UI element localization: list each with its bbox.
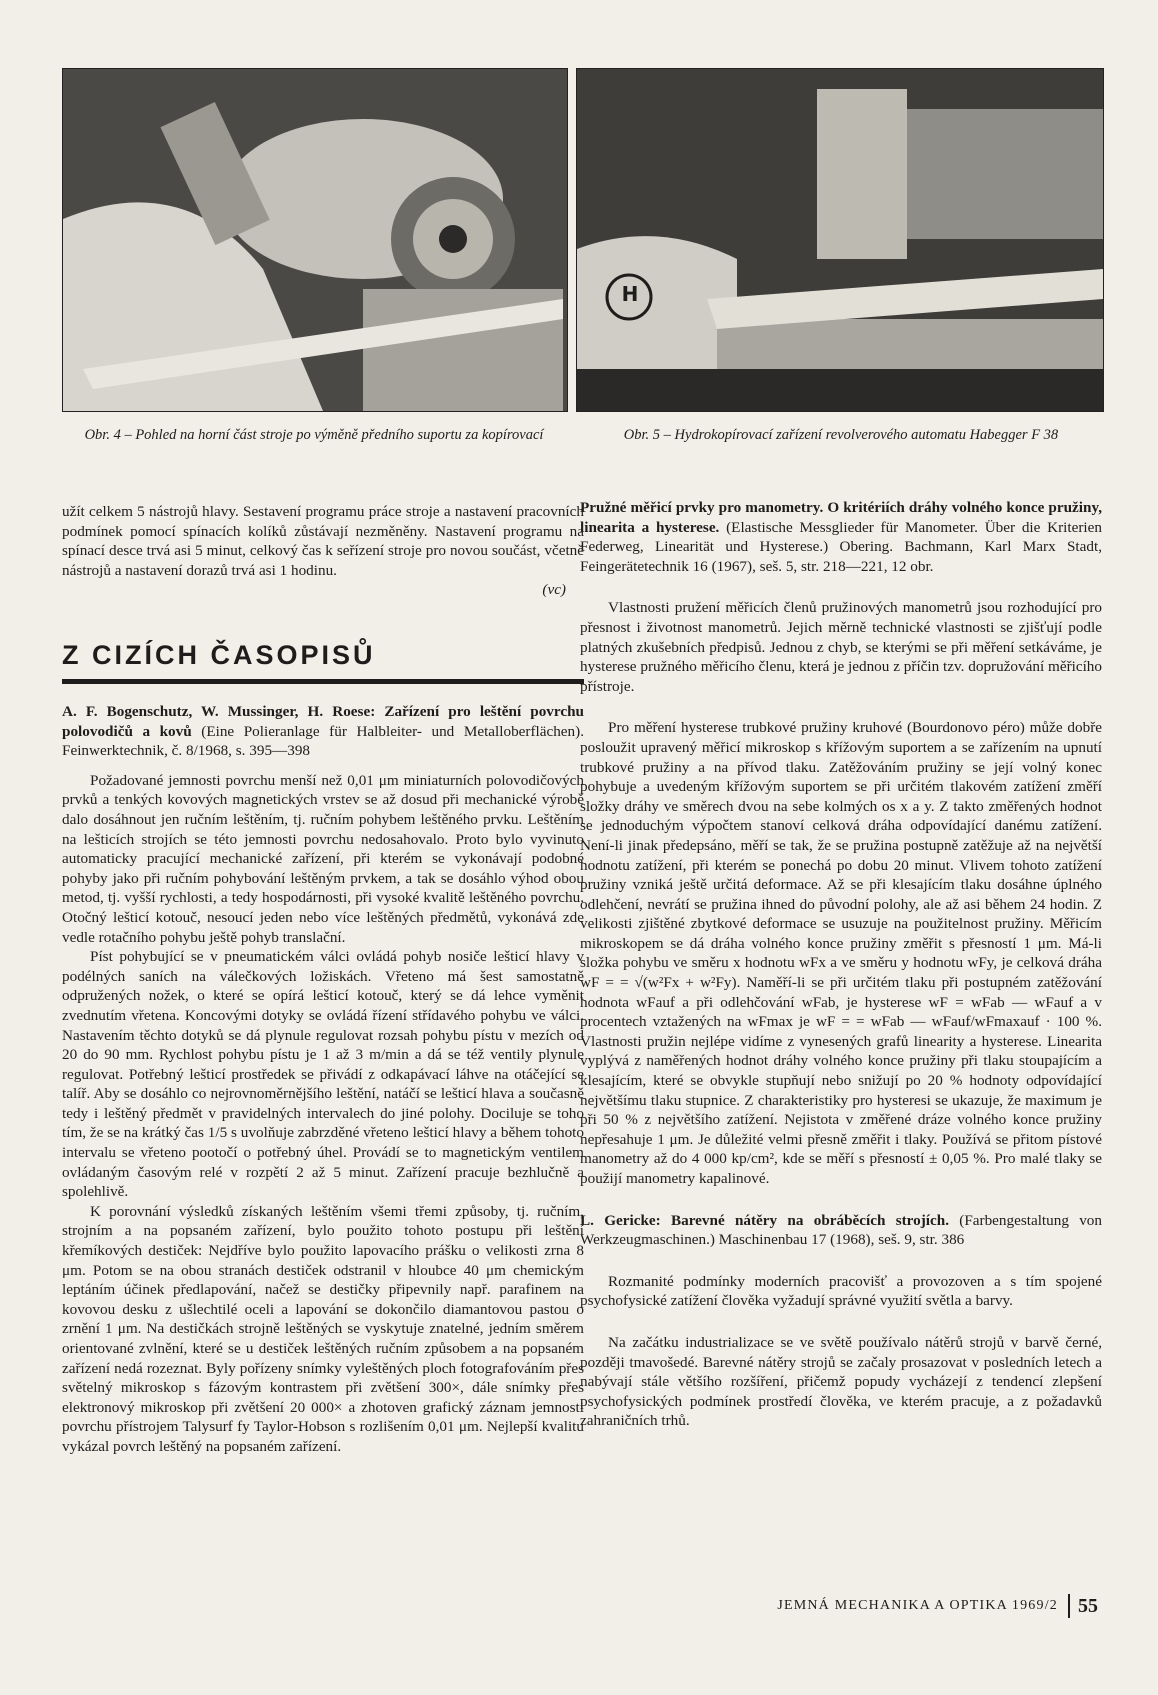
- intro-paragraph: užít celkem 5 nástrojů hlavy. Sestavení programu práce stroje a nastavení pracovních podmínek pomocí spínacích kolíků zůstávají nezměněny. Nastavení programu na spínací desce trvá asi 5 minut, celkový čas k seřízení stroje pro novou součást, včetně nástrojů a nastavení dorazů trvá asi 1 hodinu.: [62, 503, 584, 579]
- footer-divider: [1068, 1594, 1070, 1618]
- article-paragraph: Píst pohybující se v pneumatickém válci ovládá pohyb nosiče lešticí hlavy v podélných saních na válečkových ložiskách. Vřeteno má šest samostatně odpružených nožek, o které se opírá lešticí kotouč, který se dá lehce vyměnit zvednutím vřetena. Koncovými dotyky se ovládá řízení střídavého pohybu ve válci. Nastavením těchto dotyků se dá plynule regulovat rozsah pohybu pístu v mezích od 20 do 90 mm. Rychlost pohybu pístu je 1 až 3 m/min a dá se též ventily plynule regulovat. Potřebný lešticí prostředek se přivádí z odkapávací láhve na otáčející se talíř. Aby se dosáhlo co nejrovnoměrnějšího leštění, natáčí se lešticí hlava a současně tedy i leštěný předmět v pravidelných intervalech do jiné polohy. Dociluje se toho tím, že se na krátký čas 1/5 s uvolňuje zabrzděné vřeteno lešticí hlavy a během tohoto intervalu se vřeteno pootočí o potřebný úhel. Provádí se to magnetickým ventilem ovládaným časovým relé v rozpětí 2 až 5 minut. Zařízení pracuje bezhlučně a spolehlivě.: [62, 948, 584, 1201]
- section-heading: Z CIZÍCH ČASOPISŮ: [62, 640, 584, 684]
- article-paragraph: Vlastnosti pružení měřicích členů pružinových manometrů jsou rozhodující pro přesnost i životnost manometrů. Jejich měrně technické vlastnosti se zjišťují podle platných zkušebních předpisů. Jednou z chyb, se kterými se při měření setkáváme, je hysterese pružného měřicího členu, která je jednou z příčin tzv. dopružování měřicího přístroje.: [580, 599, 1102, 695]
- article-reference: [580, 1211, 1102, 1250]
- reference-authors-title: A. F. Bogenschutz, W. Mussinger, H. Roese: Zařízení pro leštění povrchu polovodičů a kovů: [62, 703, 584, 740]
- reference-source: (Elastische Messglieder für Manometer. Über die Kriterien Federweg, Linearität und Hysterese.) Obering. Bachmann, Karl Marx Stadt, Feingerätetechnik 16 (1967), seš. 5, str. 218—221, 12 obr.: [580, 518, 1102, 575]
- reference-source: (Farbengestaltung von Werkzeugmaschinen.) Maschinenbau 17 (1968), seš. 9, str. 386: [580, 1211, 1102, 1249]
- article-paragraph: Rozmanité podmínky moderních pracovišť a provozoven a s tím spojené psychofysické zatížení člověka vyžadují správné využití světla a barvy.: [580, 1272, 1102, 1310]
- article-paragraph: K porovnání výsledků získaných leštěním všemi třemi způsoby, tj. ručním, strojním a na popsaném zařízení, bylo použito tohoto postupu při leštění křemíkových destiček: Nejdříve bylo použito lapovacího prášku o velikosti zrna 8 μm. Potom se na obou stranách destiček odstranil v hloubce 40 μm chemickým leptáním účinek předlapování, načež se destičky připevnily např. parafinem na kovovou desku z ušlechtilé oceli a lapování se dokončilo diamantovou pastou o zrnění 1 μm. Na destičkách strojně leštěných se vyskytuje znatelné, jedním směrem orientované zvlnění, které se u destiček leštěných ručním způsobem a na popsaném zařízení nedá rozeznat. Byly pořízeny snímky vyleštěných ploch fotografováním přes světelný mikroskop s fázovým kontrastem při zvětšení 300×, dále snímky přes elektronový mikroskop při zvětšení 20 000× a zhotoven grafický záznam jemnosti povrchu přístrojem Talysurf fy Taylor-Hobson s rozlišením 0,01 μm. Nejlepší kvalitu vykázal povrch leštěný na popsaném zařízení.: [62, 1202, 584, 1455]
- article-paragraph: Pro měření hysterese trubkové pružiny kruhové (Bourdonovo péro) může dobře posloužit upravený měřicí mikroskop s křížovým suportem a se zařízením na upnutí trubkové pružiny a na přívod tlaku. Zatěžováním pružiny se její volný konec pohybuje a uvedeným křížovým suportem se při určitém tlakovém zatížení změří složky dráhy ve směrech dvou na sebe kolmých os x a y. Z takto změřených hodnot se jednoduchým výpočtem stanoví celková dráha odpovídající danému zatížení. Není-li jinak předepsáno, měří se tak, že se pružina postupně zatěžuje až na největší hodnotu zatížení, při kterém se ponechá po dobu 20 minut. Vlivem tohoto zatížení pružiny vzniká ještě určitá deformace. Až se při klesajícím tlaku dosáhne úplného odlehčení, nevrátí se pružina ihned do původní polohy, ale až asi během 24 hodin. Z velikosti zjištěné zbytkové deformace se usuzuje na použitelnost pružiny. Měřicím mikroskopem se dá dráha volného konce pružiny změřit s přesností 1 μm. Má-li složka pohybu ve směru x hodnotu wFx a ve směru y hodnotu wFy, je celková dráha wF = = √(w²Fx + w²Fy). Naměří-li se při určitém tlaku při postupném zatěžování hodnota wFauf a při odlehčování wFab, je hysterese wF = wFab — wFauf a v procentech vztažených na wFmax je wF = = wFab — wFauf/wFmaxauf · 100 %. Vlastnosti pružin nejlépe vidíme z vynesených grafů linearity a hysterese. Linearita vyplývá z naměřených hodnot dráhy volného konce pružiny při tlaku stoupajícím a klesajícím, které se obvykle stupňují nebo snižují po 20 % hodnoty odpovídající největšímu tlaku stupnice. Z charakteristiky pro hysteresi se ukazuje, že maximum je při 50 % z největšího zatížení. Nejistota v změřené dráze volného konce pružiny nepřesahuje 1 μm. Je důležité velmi přesně změřit i tlaky. Používá se přitom pístové manometry až do 4 000 kp/cm², kde se měří s přesností ± 0,05 %. Pro malé tlaky se použijí manometry kapalinové.: [580, 719, 1102, 1187]
- reference-authors-title: L. Gericke: Barevné nátěry na obráběcích strojích.: [580, 1211, 949, 1229]
- article-reference: [62, 702, 584, 761]
- article-paragraph: Na začátku industrializace se ve světě používalo nátěrů strojů v barvě černé, později tmavošedé. Barevné nátěry strojů se začaly prosazovat v posledních letech a nabývají stále většího rozšíření, přičemž popudy vycházejí z tendencí zlepšení psychofysických podmínek prostředí člověka, ve kterém pracuje, a z požadavků zahraničních trhů.: [580, 1333, 1102, 1430]
- article-reference: [580, 498, 1102, 576]
- habegger-logo: H: [621, 282, 639, 306]
- page-number: 55: [1078, 1594, 1098, 1617]
- figure-4-caption: Obr. 4 – Pohled na horní část stroje po výměně předního suportu za kopírovací: [84, 427, 544, 443]
- journal-name: JEMNÁ MECHANIKA A OPTIKA 1969/2: [777, 1598, 1058, 1613]
- figure-5-caption: Obr. 5 – Hydrokopírovací zařízení revolverového automatu Habegger F 38: [623, 427, 1059, 443]
- page-footer: [777, 1594, 1098, 1618]
- article-paragraph: Požadované jemnosti povrchu menší než 0,01 μm miniaturních polovodičových prvků a tenkých kovových magnetických vrstev se až dosud při mechanické výrobě dalo dosáhnout jen ručním leštěním, tj. ručním pohybem leštěného prvku. Leštěním na lešticích strojích se této jemnosti povrchu nedosahovalo. Proto bylo vyvinuto automaticky pracující mechanické zařízení, při kterém se vykonávají podobné pohyby jako při ručním pohybování leštěným prvkem, a tak se dosáhlo výhod obou metod, tj. vyšší rychlosti, a tedy hospodárnosti, při vysoké kvalitě leštěného povrchu. Otočný lešticí kotouč, nesoucí jeden nebo více leštěných předmětů, vykonává zde vedle rotačního pohybu ještě pohyb translační.: [62, 771, 584, 946]
- author-signature: (vc): [542, 581, 566, 599]
- reference-source: (Eine Polieranlage für Halbleiter- und Metalloberflächen). Feinwerktechnik, č. 8/1968, s. 395—398: [62, 722, 584, 760]
- left-column-articles: [62, 702, 584, 1457]
- right-column: [580, 498, 1102, 1431]
- figure-4-photo: [62, 68, 568, 412]
- figure-5-photo: [576, 68, 1104, 412]
- left-column: [62, 502, 584, 600]
- reference-title: Pružné měřicí prvky pro manometry. O kritériích dráhy volného konce pružiny, linearita a hysterese.: [580, 499, 1102, 536]
